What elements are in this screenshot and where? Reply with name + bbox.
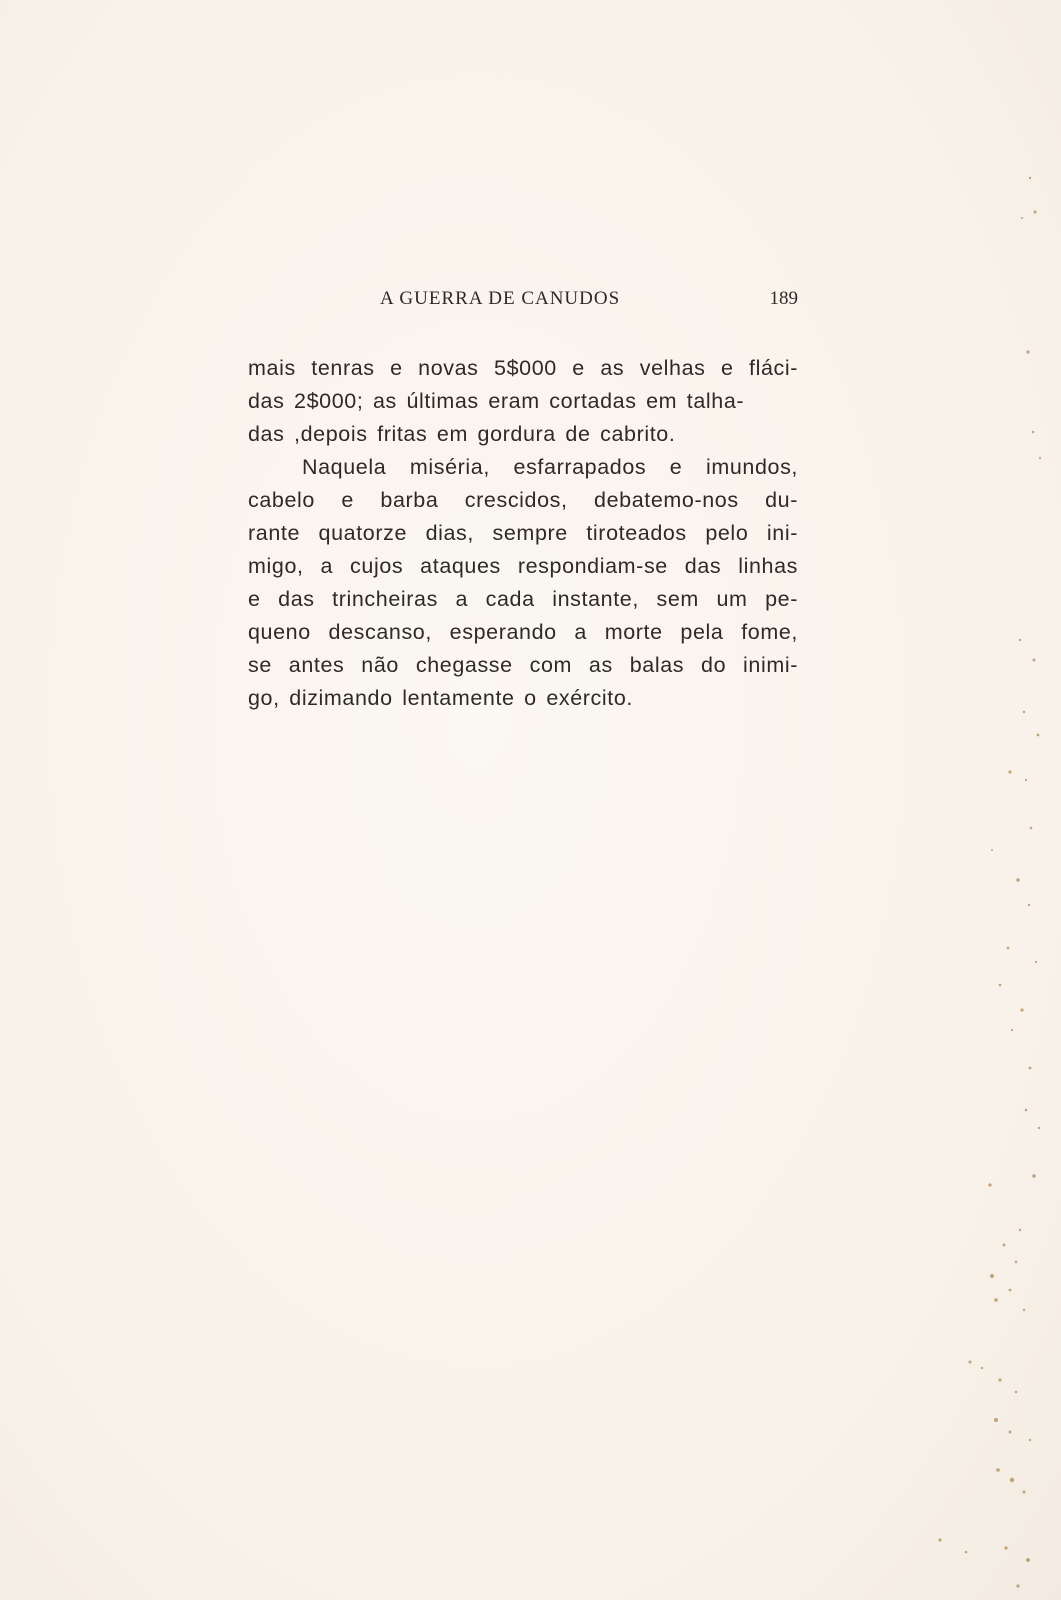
running-title: A GUERRA DE CANUDOS [380,288,621,309]
page-header [248,288,798,318]
text-line: queno descanso, esperando a morte pela fome, [248,620,798,644]
text-line: e das trincheiras a cada instante, sem um pe- [248,587,798,611]
text-line: go, dizimando lentamente o exército. [248,686,633,710]
text-line: mais tenras e novas 5$000 e as velhas e fláci- [248,356,798,380]
body-text [248,352,798,715]
text-line: das ,depois fritas em gordura de cabrito. [248,422,676,446]
text-line: migo, a cujos ataques respondiam-se das linhas [248,554,798,578]
paragraph-first-line: Naquela miséria, esfarrapados e imundos, [302,455,798,479]
text-line: das 2$000; as últimas eram cortadas em talha- [248,389,745,413]
text-line: rante quatorze dias, sempre tiroteados pelo ini- [248,521,798,545]
text-line: cabelo e barba crescidos, debatemo-nos du- [248,488,798,512]
page-number: 189 [769,288,798,309]
text-line: se antes não chegasse com as balas do inimi- [248,653,798,677]
